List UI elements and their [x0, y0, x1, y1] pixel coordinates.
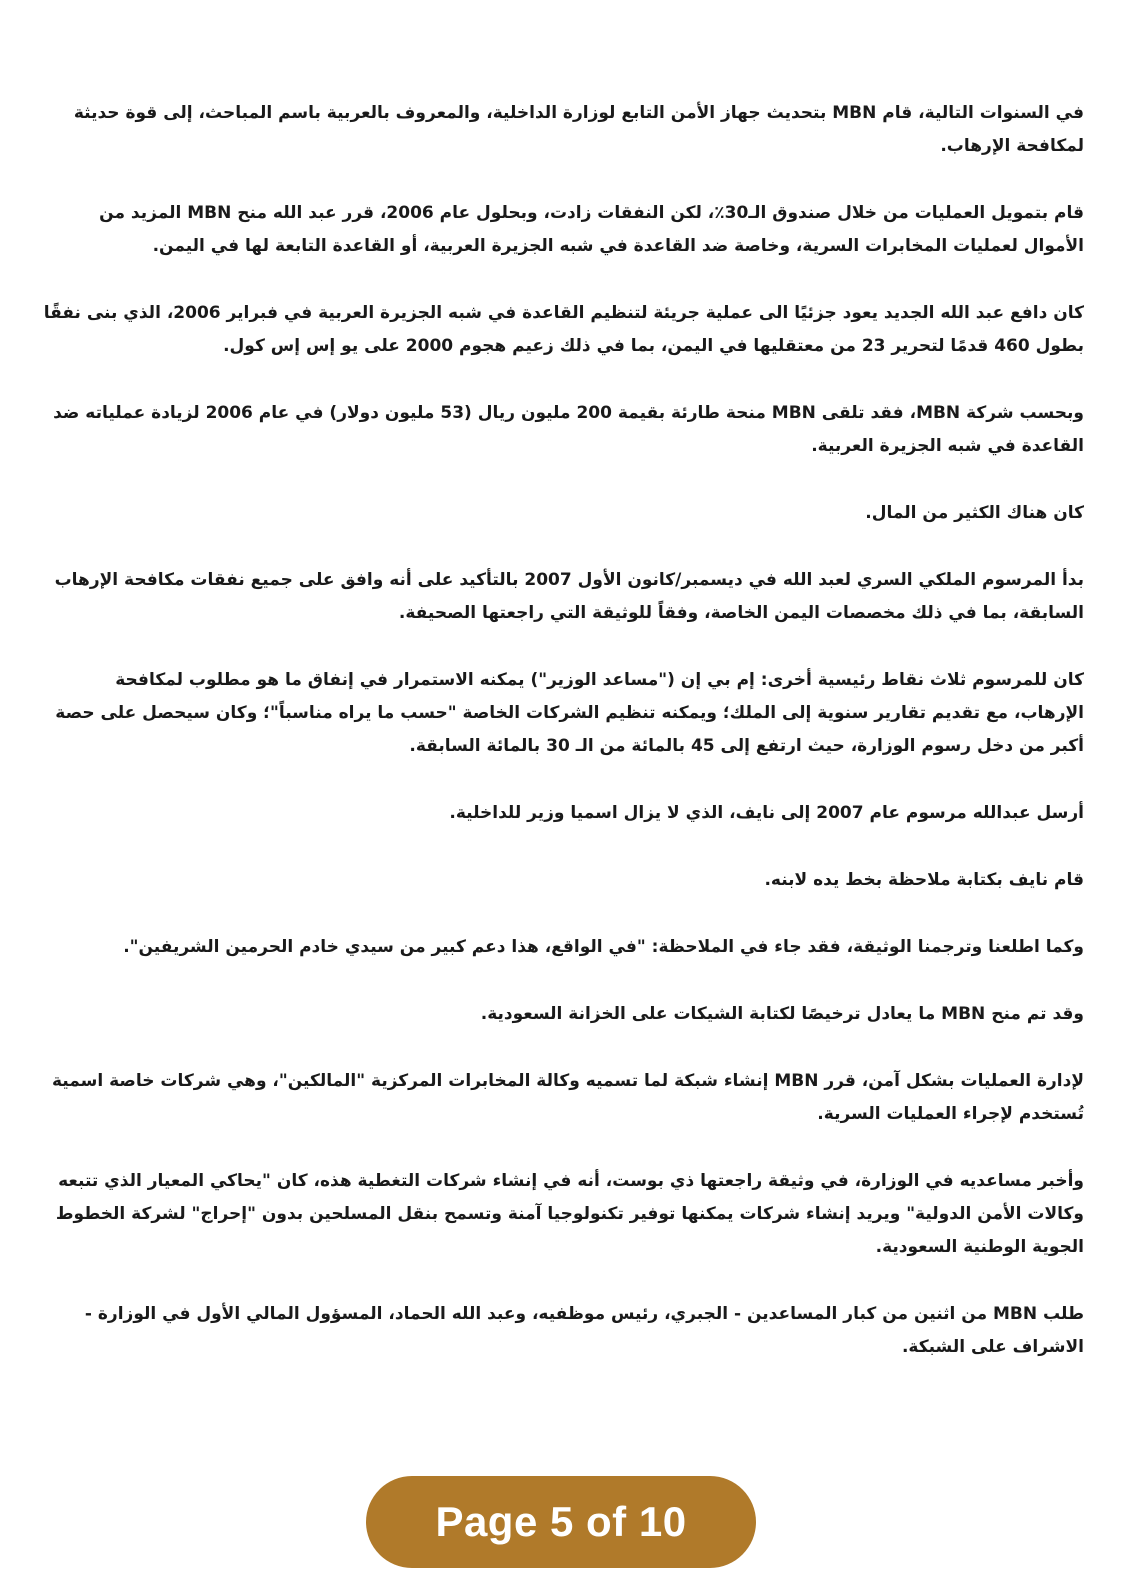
paragraph-13: وأخبر مساعديه في الوزارة، في وثيقة راجعتها ذي بوست، أنه في إنشاء شركات التغطية هذه، كان "يحاكي المعيار الذي تتبعه وكالات الأمن الدولية" ويريد إنشاء شركات يمكنها توفير تكنولوجيا آمنة وتسمح بنقل المسلحين بدون "إحراج" لشركة الخطوط الجوية الوطنية السعودية.: [55, 1171, 1084, 1257]
paragraph-2: قام بتمويل العمليات من خلال صندوق الـ30٪، لكن النفقات زادت، وبحلول عام 2006، قرر عبد الله منح MBN المزيد من الأموال لعمليات المخابرات السرية، وخاصة ضد القاعدة في شبه الجزيرة العربية، أو القاعدة التابعة لها في اليمن.: [99, 203, 1084, 256]
paragraph-7: كان للمرسوم ثلاث نقاط رئيسية أخرى: إم بي إن ("مساعد الوزير") يمكنه الاستمرار في إنفاق ما هو مطلوب لمكافحة الإرهاب، مع تقديم تقارير سنوية إلى الملك؛ ويمكنه تنظيم الشركات الخاصة "حسب ما يراه مناسباً"؛ وكان سيحصل على حصة أكبر من دخل رسوم الوزارة، حيث ارتفع إلى 45 بالمائة من الـ 30 بالمائة السابقة.: [55, 670, 1084, 756]
paragraph-9: قام نايف بكتابة ملاحظة بخط يده لابنه.: [764, 870, 1084, 890]
paragraph-14: طلب MBN من اثنين من كبار المساعدين - الجبري، رئيس موظفيه، وعبد الله الحماد، المسؤول المالي الأول في الوزارة - الاشراف على الشبكة.: [84, 1304, 1084, 1357]
paragraph-11: وقد تم منح MBN ما يعادل ترخيصًا لكتابة الشيكات على الخزانة السعودية.: [480, 1004, 1084, 1024]
page-indicator: [366, 1476, 756, 1568]
article-body: [40, 97, 1084, 1398]
paragraph-12: لإدارة العمليات بشكل آمن، قرر MBN إنشاء شبكة لما تسميه وكالة المخابرات المركزية "المالكين"، وهي شركات خاصة اسمية تُستخدم لإجراء العمليات السرية.: [52, 1071, 1084, 1124]
paragraph-3: كان دافع عبد الله الجديد يعود جزئيًا الى عملية جريئة لتنظيم القاعدة في شبه الجزيرة العربية في فبراير 2006، الذي بنى نفقًا بطول 460 قدمًا لتحرير 23 من معتقليها في اليمن، بما في ذلك زعيم هجوم 2000 على يو إس إس كول.: [43, 303, 1084, 356]
paragraph-1: في السنوات التالية، قام MBN بتحديث جهاز الأمن التابع لوزارة الداخلية، والمعروف بالعربية باسم المباحث، إلى قوة حديثة لمكافحة الإرهاب.: [73, 103, 1084, 156]
paragraph-8: أرسل عبدالله مرسوم عام 2007 إلى نايف، الذي لا يزال اسميا وزير للداخلية.: [449, 803, 1084, 823]
paragraph-5: كان هناك الكثير من المال.: [865, 503, 1084, 523]
paragraph-10: وكما اطلعنا وترجمنا الوثيقة، فقد جاء في الملاحظة: "في الواقع، هذا دعم كبير من سيدي خادم الحرمين الشريفين".: [123, 937, 1084, 957]
paragraph-6: بدأ المرسوم الملكي السري لعبد الله في ديسمبر/كانون الأول 2007 بالتأكيد على أنه وافق على جميع نفقات مكافحة الإرهاب السابقة، بما في ذلك مخصصات اليمن الخاصة، وفقاً للوثيقة التي راجعتها الصحيفة.: [54, 570, 1084, 623]
page-indicator-label: Page 5 of 10: [435, 1498, 687, 1545]
paragraph-4: وبحسب شركة MBN، فقد تلقى MBN منحة طارئة بقيمة 200 مليون ريال (53 مليون دولار) في عام 2006 لزيادة عملياته ضد القاعدة في شبه الجزيرة العربية.: [53, 403, 1084, 456]
